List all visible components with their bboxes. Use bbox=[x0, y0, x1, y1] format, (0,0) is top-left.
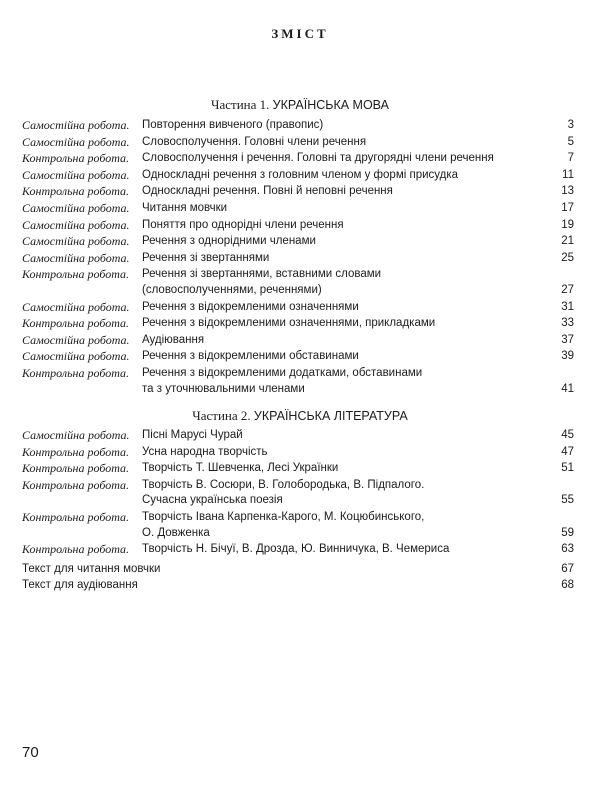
toc-entry-title-line: Творчість Н. Бічуї, В. Дрозда, Ю. Винничука, В. Чемериса bbox=[142, 543, 450, 556]
toc-entry-title bbox=[142, 461, 544, 477]
toc-entry-title bbox=[142, 300, 544, 316]
toc-page-number: 51 bbox=[561, 462, 574, 475]
toc-entry-title-line: Односкладні речення з головним членом у формі присудка bbox=[142, 168, 459, 181]
toc-entry bbox=[22, 428, 574, 444]
toc-page-number: 19 bbox=[561, 218, 574, 231]
part-1-label: Частина 1. bbox=[211, 97, 270, 112]
toc-entry-title bbox=[142, 349, 544, 365]
toc-page-number: 17 bbox=[561, 201, 574, 214]
toc-entry bbox=[22, 349, 574, 365]
toc-entry-title-line: Односкладні речення. Повні й неповні речення bbox=[142, 185, 393, 198]
toc-entry-type: Контрольна робота. bbox=[22, 509, 130, 524]
toc-entry-title bbox=[142, 366, 544, 397]
toc-entry-title bbox=[142, 135, 544, 151]
toc-entry-type: Самостійна робота. bbox=[22, 234, 130, 249]
toc-page-number: 25 bbox=[561, 251, 574, 264]
part-2-name: УКРАЇНСЬКА ЛІТЕРАТУРА bbox=[253, 409, 408, 423]
toc-entry-title-line: Творчість Івана Карпенка-Карого, М. Коцюбинського, bbox=[142, 510, 425, 523]
toc-extra-entry bbox=[22, 562, 574, 578]
part-1-entries bbox=[22, 118, 574, 398]
toc-page-number: 37 bbox=[561, 333, 574, 346]
toc-entry-type: Самостійна робота. bbox=[22, 428, 130, 442]
toc-entry-title-line: Поняття про однорідні члени речення bbox=[142, 218, 344, 231]
toc-entry-type: Контрольна робота. bbox=[22, 316, 130, 331]
toc-entry-title bbox=[142, 234, 544, 250]
toc-title: ЗМІСТ bbox=[271, 26, 329, 41]
toc-entry bbox=[22, 267, 574, 298]
toc-entry-type: Самостійна робота. bbox=[22, 200, 130, 215]
toc-entry bbox=[22, 510, 574, 541]
toc-entry bbox=[22, 316, 574, 332]
toc-entry-title-line: Словосполучення і речення. Головні та другорядні члени речення bbox=[142, 152, 494, 165]
toc-page-number: 59 bbox=[561, 526, 574, 539]
toc-entry bbox=[22, 151, 574, 167]
toc-page-number: 47 bbox=[561, 445, 574, 458]
toc-entry bbox=[22, 251, 574, 267]
toc-entry-title bbox=[142, 184, 544, 200]
toc-entry-type: Самостійна робота. bbox=[22, 134, 130, 149]
toc-entry-title bbox=[142, 478, 544, 509]
toc-entry-type: Самостійна робота. bbox=[22, 349, 130, 364]
toc-entry-title bbox=[142, 118, 544, 134]
toc-entry-title-line: Речення з однорідними членами bbox=[142, 235, 316, 248]
toc-entry-title-line: Речення з відокремленими означеннями, прикладками bbox=[142, 317, 436, 330]
toc-page-number: 63 bbox=[561, 543, 574, 556]
toc-entry-type: Контрольна робота. bbox=[22, 542, 130, 557]
toc-extra-text: Текст для аудіювання bbox=[22, 578, 138, 591]
part-2-heading bbox=[0, 408, 600, 424]
toc-entry-title bbox=[142, 510, 544, 541]
toc-entry-type: Контрольна робота. bbox=[22, 151, 130, 166]
part-2-entries bbox=[22, 428, 574, 559]
toc-entry-type: Контрольна робота. bbox=[22, 267, 130, 282]
toc-entry-type: Самостійна робота. bbox=[22, 118, 130, 132]
toc-entry bbox=[22, 118, 574, 134]
toc-entry-type: Контрольна робота. bbox=[22, 477, 130, 492]
toc-entry-type: Самостійна робота. bbox=[22, 250, 130, 265]
toc-entry-title-line: (словосполученнями, реченнями) bbox=[142, 283, 322, 296]
toc-entry-title bbox=[142, 333, 544, 349]
toc-entry-title bbox=[142, 201, 544, 217]
toc-entry bbox=[22, 461, 574, 477]
toc-extras bbox=[22, 562, 574, 593]
toc-extra-entry bbox=[22, 578, 574, 594]
toc-entry bbox=[22, 445, 574, 461]
page-number-footer: 70 bbox=[22, 744, 39, 761]
toc-entry-title bbox=[142, 168, 544, 184]
toc-entry-title-line: Усна народна творчість bbox=[142, 445, 268, 458]
toc-extra-text: Текст для читання мовчки bbox=[22, 563, 161, 575]
toc-entry bbox=[22, 234, 574, 250]
toc-entry bbox=[22, 135, 574, 151]
toc-entry-type: Самостійна робота. bbox=[22, 332, 130, 347]
toc-entry bbox=[22, 333, 574, 349]
toc-entry-title-line: Речення з відокремленими означеннями bbox=[142, 300, 359, 313]
toc-entry-title bbox=[142, 151, 544, 167]
toc-entry bbox=[22, 542, 574, 558]
toc-page-number: 31 bbox=[561, 300, 574, 313]
toc-entry-title-line: Речення зі звертаннями bbox=[142, 251, 270, 264]
toc-page-number: 33 bbox=[561, 317, 574, 330]
toc-entry-title-line: та з уточнювальними членами bbox=[142, 382, 305, 395]
toc-page-number: 45 bbox=[561, 429, 574, 441]
toc-entry-title bbox=[142, 267, 544, 298]
toc-entry-title-line: Пісні Марусі Чурай bbox=[142, 429, 243, 441]
toc-entry bbox=[22, 218, 574, 234]
toc-entry-title-line: Речення з відокремленими обставинами bbox=[142, 350, 359, 363]
toc-entry-type: Самостійна робота. bbox=[22, 217, 130, 232]
toc-entry bbox=[22, 184, 574, 200]
toc-entry-title-line: Творчість В. Сосюри, В. Голобородька, В. Підпалого. bbox=[142, 478, 425, 491]
toc-page-number: 21 bbox=[561, 235, 574, 248]
toc-entry-title-line: Аудіювання bbox=[142, 333, 205, 346]
part-2-label: Частина 2. bbox=[192, 408, 251, 423]
toc-page-number: 27 bbox=[561, 283, 574, 296]
toc-entry-title-line: Речення з відокремленими додатками, обставинами bbox=[142, 366, 423, 379]
toc-entry bbox=[22, 300, 574, 316]
toc-entry-title bbox=[142, 251, 544, 267]
toc-entry-title-line: Повторення вивченого (правопис) bbox=[142, 119, 324, 131]
toc-entry-title bbox=[142, 445, 544, 461]
toc-page-number: 68 bbox=[561, 578, 574, 591]
toc-page-number: 67 bbox=[561, 563, 574, 575]
toc-entry bbox=[22, 366, 574, 397]
toc-entry bbox=[22, 478, 574, 509]
toc-entry bbox=[22, 201, 574, 217]
toc-page-number: 41 bbox=[561, 382, 574, 395]
toc-page-number: 11 bbox=[562, 168, 574, 181]
toc-entry-title bbox=[142, 316, 544, 332]
toc-entry-title-line: Сучасна українська поезія bbox=[142, 494, 283, 507]
toc-entry-title-line: О. Довженка bbox=[142, 526, 210, 539]
toc-entry bbox=[22, 168, 574, 184]
toc-entry-title bbox=[142, 542, 544, 558]
toc-entry-type: Контрольна робота. bbox=[22, 184, 130, 199]
part-1-heading bbox=[0, 97, 600, 113]
toc-entry-title bbox=[142, 218, 544, 234]
toc-entry-type: Контрольна робота. bbox=[22, 444, 130, 459]
toc-page-number: 39 bbox=[561, 350, 574, 363]
toc-page-number: 55 bbox=[561, 494, 574, 507]
toc-entry-title-line: Читання мовчки bbox=[142, 201, 228, 214]
toc-page-number: 7 bbox=[567, 152, 574, 165]
toc-page-number: 13 bbox=[561, 185, 574, 198]
toc-entry-type: Контрольна робота. bbox=[22, 365, 130, 380]
toc-entry-title bbox=[142, 428, 544, 444]
part-1-name: УКРАЇНСЬКА МОВА bbox=[272, 98, 389, 112]
toc-entry-title-line: Творчість Т. Шевченка, Лесі Українки bbox=[142, 462, 339, 475]
toc-entry-title-line: Речення зі звертаннями, вставними словами bbox=[142, 268, 382, 281]
toc-entry-title-line: Словосполучення. Головні члени речення bbox=[142, 135, 367, 148]
toc-entry-type: Самостійна робота. bbox=[22, 167, 130, 182]
toc-entry-type: Контрольна робота. bbox=[22, 461, 130, 476]
toc-page-number: 5 bbox=[567, 135, 574, 148]
toc-entry-type: Самостійна робота. bbox=[22, 299, 130, 314]
toc-page-number: 3 bbox=[567, 119, 574, 131]
